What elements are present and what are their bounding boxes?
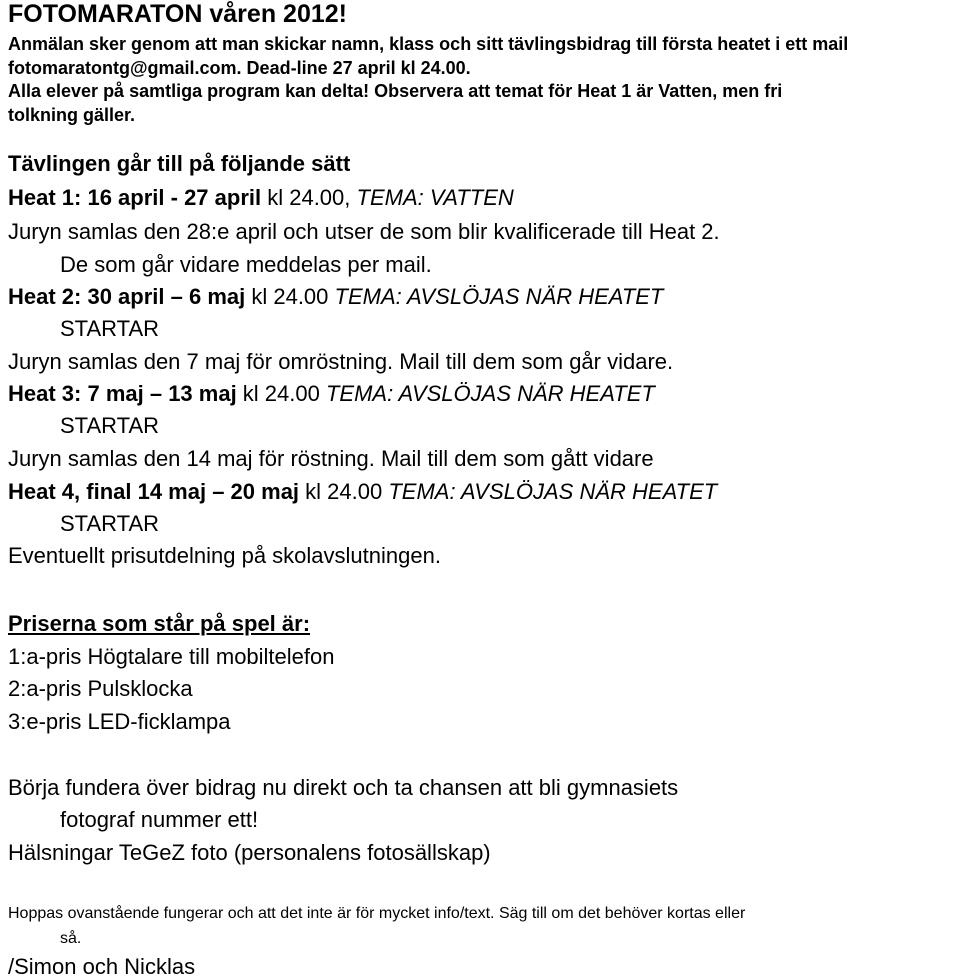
section-heading: Tävlingen går till på följande sätt bbox=[8, 151, 351, 176]
prize-item: 3:e-pris LED-ficklampa bbox=[8, 709, 231, 734]
heat-2-theme: TEMA: AVSLÖJAS NÄR HEATET bbox=[334, 284, 664, 309]
heat-3-time: kl 24.00 bbox=[236, 381, 326, 406]
heat-2-note: Juryn samlas den 7 maj för omröstning. Mail till dem som går vidare. bbox=[8, 349, 674, 374]
heat-4-theme-cont: STARTAR bbox=[60, 511, 160, 536]
heat-1-note: Juryn samlas den 28:e april och utser de som blir kvalificerade till Heat 2. bbox=[8, 219, 720, 244]
intro-line: Alla elever på samtliga program kan delta! Observera att temat för Heat 1 är Vatten, men fri bbox=[8, 81, 783, 101]
heat-4-dates: Heat 4, final 14 maj – 20 maj bbox=[8, 479, 300, 504]
heat-3-dates: Heat 3: 7 maj – 13 maj bbox=[8, 381, 237, 406]
intro-line: fotomaratontg@gmail.com. Dead-line 27 april kl 24.00. bbox=[8, 58, 471, 78]
heat-1-dates: Heat 1: 16 april - 27 april bbox=[8, 185, 262, 210]
heat-1-note: De som går vidare meddelas per mail. bbox=[60, 252, 432, 277]
encourage-line: fotograf nummer ett! bbox=[60, 807, 259, 832]
closing-line: Eventuellt prisutdelning på skolavslutningen. bbox=[8, 543, 441, 568]
signature: /Simon och Nicklas bbox=[8, 954, 196, 979]
note-line: så. bbox=[60, 930, 82, 947]
note-line: Hoppas ovanstående fungerar och att det inte är för mycket info/text. Säg till om det behöver kortas eller bbox=[8, 905, 746, 922]
heat-3-line bbox=[8, 383, 655, 405]
heat-1-theme: TEMA: VATTEN bbox=[356, 185, 514, 210]
greeting-line: Hälsningar TeGeZ foto (personalens fotosällskap) bbox=[8, 840, 491, 865]
encourage-line: Börja fundera över bidrag nu direkt och ta chansen att bli gymnasiets bbox=[8, 775, 679, 800]
heat-4-theme: TEMA: AVSLÖJAS NÄR HEATET bbox=[388, 479, 718, 504]
heat-1-time: kl 24.00, bbox=[261, 185, 357, 210]
intro-line: tolkning gäller. bbox=[8, 105, 136, 125]
heat-3-theme: TEMA: AVSLÖJAS NÄR HEATET bbox=[325, 381, 655, 406]
heat-4-line bbox=[8, 481, 717, 503]
heat-2-line bbox=[8, 286, 663, 308]
prize-item: 2:a-pris Pulsklocka bbox=[8, 676, 193, 701]
heat-3-theme-cont: STARTAR bbox=[60, 413, 160, 438]
heat-3-note: Juryn samlas den 14 maj för röstning. Mail till dem som gått vidare bbox=[8, 446, 654, 471]
intro-line: Anmälan sker genom att man skickar namn, klass och sitt tävlingsbidrag till första heatet i ett mail bbox=[8, 34, 849, 54]
prize-item: 1:a-pris Högtalare till mobiltelefon bbox=[8, 644, 335, 669]
heat-2-theme-cont: STARTAR bbox=[60, 316, 160, 341]
heat-2-dates: Heat 2: 30 april – 6 maj bbox=[8, 284, 246, 309]
heat-4-time: kl 24.00 bbox=[299, 479, 389, 504]
heat-1-line bbox=[8, 187, 514, 209]
heat-2-time: kl 24.00 bbox=[245, 284, 335, 309]
prizes-heading: Priserna som står på spel är: bbox=[8, 611, 311, 636]
document-title: FOTOMARATON våren 2012! bbox=[8, 0, 347, 28]
